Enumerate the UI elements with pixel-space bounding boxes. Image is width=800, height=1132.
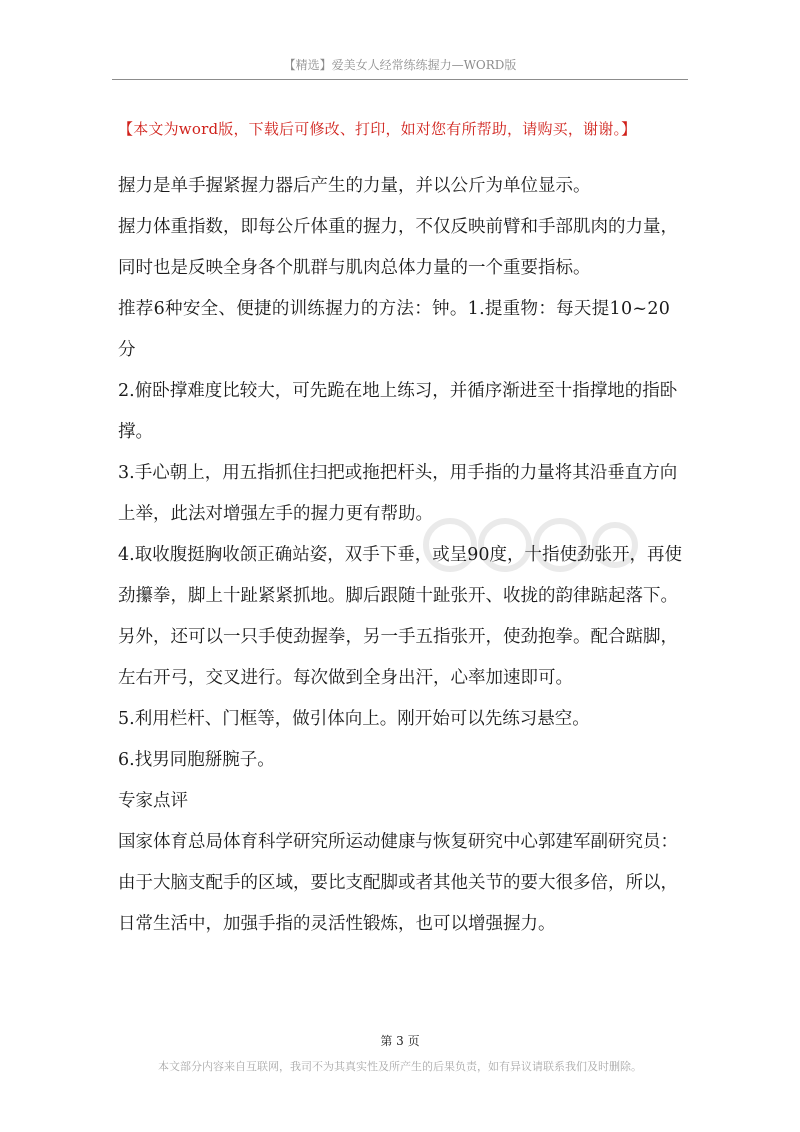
paragraph-additional: 另外，还可以一只手使劲握拳，另一手五指张开，使劲抱拳。配合踮脚，左右开弓，交叉进行。每次做到全身出汗，心率加速即可。 (118, 627, 678, 688)
download-notice: 【本文为word版，下载后可修改、打印，如对您有所帮助，请购买，谢谢。】 (118, 120, 637, 138)
paragraph-expert-comment: 国家体育总局体育科学研究所运动健康与恢复研究中心郭建军副研究员：由于大脑支配手的区域，要比支配脚或者其他关节的要大很多倍，所以，日常生活中，加强手指的灵活性锻炼，也可以增强握力。 (118, 832, 678, 934)
paragraph-grip-index: 握力体重指数，即每公斤体重的握力，不仅反映前臂和手部肌肉的力量，同时也是反映全身各个肌群与肌肉总体力量的一个重要指标。 (118, 217, 678, 278)
header-title: 【精选】爱美女人经常练练握力—WORD版 (283, 58, 517, 72)
paragraph-methods-intro: 推荐6种安全、便捷的训练握力的方法：钟。1.提重物：每天提10~20分 (118, 299, 671, 360)
paragraph-method-2: 2.俯卧撑难度比较大，可先跪在地上练习，并循序渐进至十指撑地的指卧撑。 (118, 381, 678, 442)
page-header (112, 56, 688, 80)
paragraph-method-6: 6.找男同胞掰腕子。 (118, 750, 275, 770)
paragraph-method-5: 5.利用栏杆、门框等，做引体向上。刚开始可以先练习悬空。 (118, 709, 590, 729)
paragraph-grip-definition: 握力是单手握紧握力器后产生的力量，并以公斤为单位显示。 (118, 176, 591, 196)
paragraph-method-3: 3.手心朝上，用五指抓住扫把或拖把杆头，用手指的力量将其沿垂直方向上举，此法对增强左手的握力更有帮助。 (118, 463, 678, 524)
paragraph-method-4: 4.取收腹挺胸收颌正确站姿，双手下垂，或呈90度，十指使劲张开，再使劲攥拳，脚上十趾紧紧抓地。脚后跟随十趾张开、收拢的韵律踮起落下。 (118, 545, 682, 606)
article-body (118, 166, 684, 945)
paragraph-expert-heading: 专家点评 (118, 791, 188, 811)
page-number: 第 3 页 (380, 1034, 420, 1048)
footer-disclaimer: 本文部分内容来自互联网，我司不为其真实性及所产生的后果负责，如有异议请联系我们及时删除。 (158, 1060, 642, 1073)
